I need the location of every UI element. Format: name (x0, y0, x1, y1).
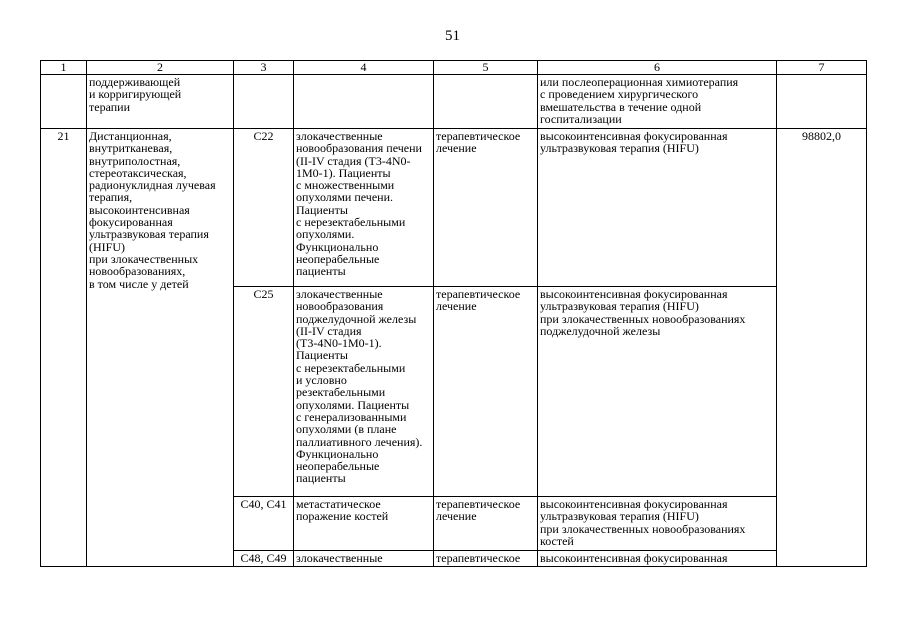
text-line: ультразвуковая терапия (HIFU) (540, 509, 699, 524)
text-line: ультразвуковая терапия (HIFU) (540, 299, 699, 314)
empty-cell (234, 75, 294, 129)
treatment-method-cell (538, 287, 777, 497)
text-line: поджелудочной железы (296, 311, 417, 326)
text-line: с множественными (296, 178, 395, 193)
text-line: пациенты (296, 471, 346, 486)
text-line: и условно (296, 373, 347, 388)
text-line: неоперабельные (296, 251, 380, 266)
entry-name-cell (87, 129, 234, 567)
text-line: Пациенты (296, 202, 348, 217)
text-line: внутриполостная, (89, 153, 181, 168)
treatment-type-cell (434, 551, 538, 567)
text-line: высокоинтенсивная фокусированная (540, 497, 728, 511)
text-line: (HIFU) (89, 239, 125, 254)
text-line: лечение (436, 299, 477, 314)
continued-method-cell (538, 75, 777, 129)
text-line: с генерализованными (296, 409, 407, 424)
patient-model-cell (294, 287, 434, 497)
text-line: высокоинтенсивная фокусированная (540, 129, 728, 143)
column-header: 2 (87, 61, 234, 75)
text-line: в том числе у детей (89, 276, 189, 291)
text-line: при злокачественных новообразованиях (540, 521, 746, 536)
text-line: опухолями (в плане (296, 422, 397, 437)
treatment-method-cell (538, 551, 777, 567)
column-header: 1 (41, 61, 87, 75)
text-line: лечение (436, 509, 477, 524)
patient-model-cell (294, 497, 434, 551)
text-line: радионуклидная лучевая (89, 178, 216, 193)
empty-cell (41, 75, 87, 129)
treatment-method-cell (538, 497, 777, 551)
text-line: злокачественные (296, 287, 383, 301)
text-line: (T3-4N0-1M0-1). (296, 336, 382, 351)
text-line: пациенты (296, 264, 346, 279)
treatment-type-cell (434, 497, 538, 551)
icd-codes-cell: C48, C49 (234, 551, 294, 567)
text-line: с нерезектабельными (296, 215, 406, 230)
text-line: (II-IV стадия (T3-4N0- (296, 153, 411, 168)
text-line: и корригирующей (89, 87, 182, 102)
treatment-type-cell (434, 129, 538, 287)
patient-model-cell (294, 129, 434, 287)
text-line: при злокачественных (89, 251, 199, 266)
text-line: стереотаксическая, (89, 165, 187, 180)
column-header: 3 (234, 61, 294, 75)
text-line: при злокачественных новообразованиях (540, 311, 746, 326)
text-line: лечение (436, 141, 477, 156)
text-line: с проведением хирургического (540, 87, 699, 102)
text-line: поражение костей (296, 509, 389, 524)
medical-care-table (40, 60, 867, 567)
empty-cell (777, 75, 867, 129)
icd-codes-cell: C25 (234, 287, 294, 497)
patient-model-cell (294, 551, 434, 567)
text-line: или послеоперационная химиотерапия (540, 75, 739, 89)
text-line: терапевтическое (436, 497, 521, 511)
text-line: высокоинтенсивная фокусированная (540, 287, 728, 301)
text-line: новообразования (296, 299, 384, 314)
text-line: внутритканевая, (89, 141, 173, 156)
text-line: терапия, (89, 190, 133, 205)
continued-name-cell (87, 75, 234, 129)
page-number: 51 (445, 28, 460, 44)
text-line: (II-IV стадия (296, 323, 362, 338)
icd-codes-cell: C22 (234, 129, 294, 287)
continuation-row (41, 75, 867, 129)
text-line: костей (540, 533, 574, 548)
text-line: ультразвуковая терапия (89, 227, 209, 242)
column-header: 6 (538, 61, 777, 75)
text-line: ультразвуковая терапия (HIFU) (540, 141, 699, 156)
text-line: терапевтическое (436, 551, 521, 565)
entry-number: 21 (41, 129, 87, 567)
text-line: резектабельными (296, 385, 386, 400)
text-line: новообразования печени (296, 141, 422, 156)
text-line: Функционально (296, 239, 379, 254)
column-header: 7 (777, 61, 867, 75)
text-line: паллиативного лечения). (296, 434, 423, 449)
text-line: злокачественные (296, 129, 383, 143)
text-line: Пациенты (296, 348, 348, 363)
text-line: фокусированная (89, 215, 173, 230)
text-line: новообразованиях, (89, 264, 186, 279)
text-line: госпитализации (540, 111, 622, 126)
text-line: неоперабельные (296, 459, 380, 474)
column-header: 4 (294, 61, 434, 75)
text-line: терапевтическое (436, 129, 521, 143)
text-line: метастатическое (296, 497, 381, 511)
text-line: терапии (89, 99, 131, 114)
text-line: 1M0-1). Пациенты (296, 165, 391, 180)
text-line: Дистанционная, (89, 129, 172, 143)
empty-cell (294, 75, 434, 129)
text-line: с нерезектабельными (296, 360, 406, 375)
text-line: опухолями печени. (296, 190, 393, 205)
text-line: поддерживающей (89, 75, 181, 89)
table-row (41, 129, 867, 287)
text-line: высокоинтенсивная (89, 202, 190, 217)
column-number-row (41, 61, 867, 75)
column-header: 5 (434, 61, 538, 75)
text-line: злокачественные (296, 551, 383, 565)
price-cell: 98802,0 (777, 129, 867, 567)
text-line: опухолями. (296, 227, 355, 242)
treatment-method-cell (538, 129, 777, 287)
text-line: поджелудочной железы (540, 323, 661, 338)
icd-codes-cell: C40, C41 (234, 497, 294, 551)
treatment-type-cell (434, 287, 538, 497)
text-line: Функционально (296, 446, 379, 461)
text-line: терапевтическое (436, 287, 521, 301)
empty-cell (434, 75, 538, 129)
text-line: вмешательства в течение одной (540, 99, 702, 114)
text-line: опухолями. Пациенты (296, 397, 410, 412)
text-line: высокоинтенсивная фокусированная (540, 551, 728, 565)
